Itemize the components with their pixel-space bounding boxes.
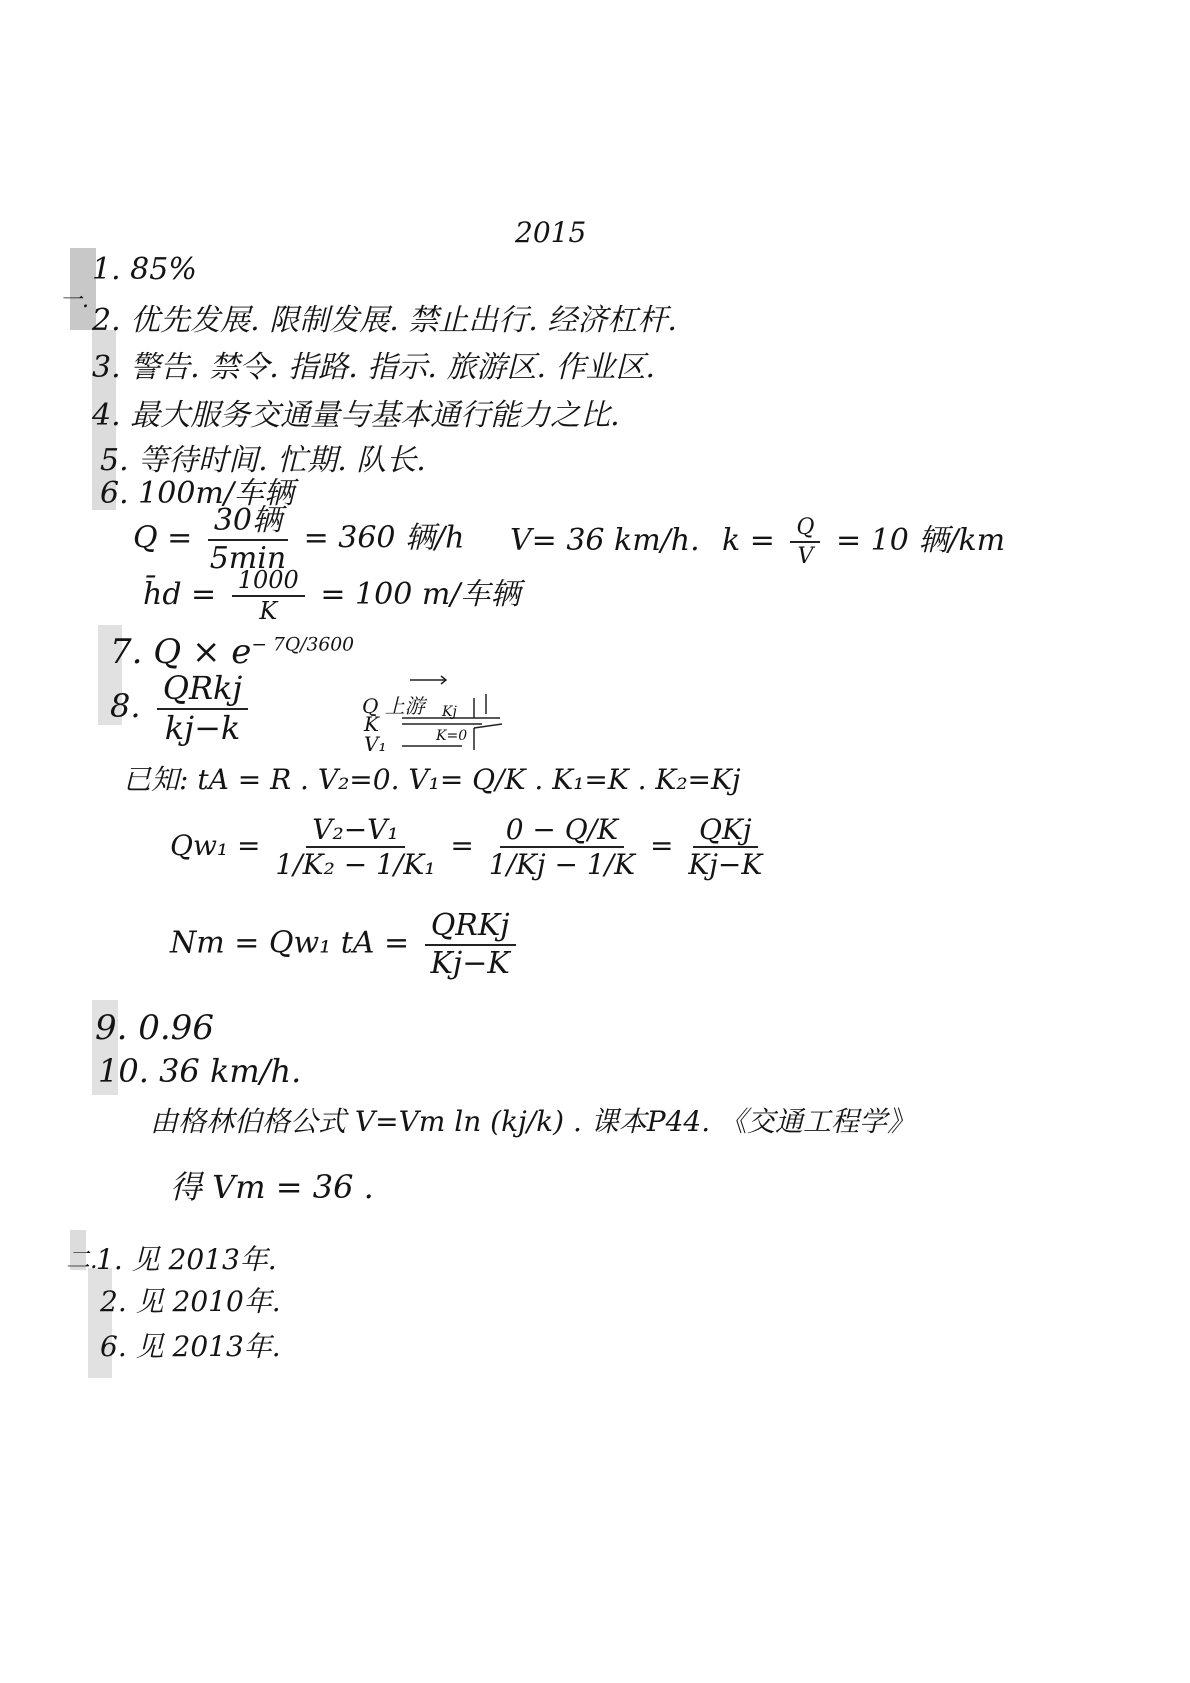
q6-density-line <box>722 515 1005 568</box>
answer-10: 10. 36 km/h. <box>98 1052 302 1090</box>
q8-nm-label: Nm = Qw₁ tA = <box>170 925 410 961</box>
answer-2: 2. 优先发展. 限制发展. 禁止出行. 经济杠杆. <box>92 303 677 338</box>
answer-8-denominator: kj−k <box>164 708 241 747</box>
q8-qw-fraction-1 <box>275 815 435 880</box>
q6-k-denominator: V <box>797 544 814 569</box>
q8-nm-denominator: Kj−K <box>430 945 510 981</box>
q10-result: 得 Vm = 36 . <box>170 1168 374 1206</box>
diagram-kj-label: Kj <box>442 704 457 720</box>
q8-qw-label: Qw₁ = <box>170 828 261 862</box>
answer-7-base: Q × e <box>153 632 252 672</box>
answer-8 <box>110 669 254 747</box>
q6-speed: V= 36 km/h. <box>510 523 700 558</box>
q6-h-numerator: 1000 <box>232 568 305 597</box>
q8-nm-fraction <box>425 910 516 979</box>
q6-q-numerator: 30辆 <box>208 505 288 541</box>
diagram-v-label: V₁ <box>364 732 387 756</box>
q8-qw-equals: = <box>649 828 674 862</box>
section-2-item-1: 1. 见 2013年. <box>96 1243 277 1276</box>
q6-q-denominator: 5min <box>209 540 287 576</box>
answer-5: 5. 等待时间. 忙期. 队长. <box>100 443 426 478</box>
q10-explanation: 由格林伯格公式 V=Vm ln (kj/k) . 课本P44. 《交通工程学》 <box>150 1105 916 1138</box>
q6-q-result: = 360 辆/h <box>303 520 465 556</box>
q6-flow-line <box>133 505 464 574</box>
q6-q-label: Q = <box>133 520 193 556</box>
diagram-k-label: K <box>364 712 379 736</box>
answer-8-fraction <box>157 669 249 747</box>
answer-1: 1. 85% <box>92 252 197 287</box>
answer-3: 3. 警告. 禁令. 指路. 指示. 旅游区. 作业区. <box>92 350 656 385</box>
q8-qw-f2-denominator: 1/Kj − 1/K <box>488 848 636 882</box>
q8-qw-f1-denominator: 1/K₂ − 1/K₁ <box>275 848 436 882</box>
section-1-marker: 一. <box>60 288 89 313</box>
q8-nm-numerator: QRKj <box>425 910 516 946</box>
page-title: 2015 <box>515 216 587 249</box>
q8-wave-speed-line <box>170 815 768 880</box>
q8-qw-f3-denominator: Kj−K <box>688 848 763 882</box>
diagram-k0-label: K=0 <box>436 728 468 744</box>
q8-known-conditions: 已知: tA = R . V₂=0. V₁= Q/K . K₁=K . K₂=Kj <box>123 763 741 796</box>
q6-h-result: = 100 m/车辆 <box>320 577 521 613</box>
q6-h-label: h̄d = <box>143 577 217 613</box>
shockwave-diagram <box>362 668 512 758</box>
answer-8-prefix: 8. <box>110 687 141 726</box>
diagram-q-label: Q 上游 <box>362 694 425 718</box>
q8-qw-equals: = <box>450 828 474 862</box>
section-2-marker: 二. <box>66 1246 98 1274</box>
section-2-item-6: 6. 见 2013年. <box>100 1330 281 1363</box>
q6-h-fraction <box>232 568 305 624</box>
section-2-item-2: 2. 见 2010年. <box>100 1285 281 1318</box>
q8-qw-f3-numerator: QKj <box>693 815 758 848</box>
q8-qw-f1-numerator: V₂−V₁ <box>306 815 404 848</box>
q8-qw-fraction-2 <box>489 815 635 880</box>
answer-8-numerator: QRkj <box>157 672 249 710</box>
answer-7 <box>110 632 354 672</box>
answer-6: 6. 100m/车辆 <box>100 476 294 511</box>
q6-k-result: = 10 辆/km <box>836 523 1006 558</box>
answer-9: 9. 0.96 <box>95 1008 214 1048</box>
q6-k-fraction <box>790 516 820 568</box>
q6-k-label: k = <box>722 523 775 558</box>
q8-max-queue-line <box>170 910 522 979</box>
answer-4: 4. 最大服务交通量与基本通行能力之比. <box>92 398 620 433</box>
q8-qw-fraction-3 <box>688 815 762 880</box>
q6-h-denominator: K <box>259 597 278 626</box>
q6-headway-line <box>143 568 520 624</box>
q6-k-numerator: Q <box>790 516 820 543</box>
answer-7-exponent: − 7Q/3600 <box>251 634 355 656</box>
answer-7-prefix: 7. <box>110 632 143 672</box>
q8-qw-f2-numerator: 0 − Q/K <box>500 815 624 848</box>
q6-q-fraction <box>208 505 288 574</box>
